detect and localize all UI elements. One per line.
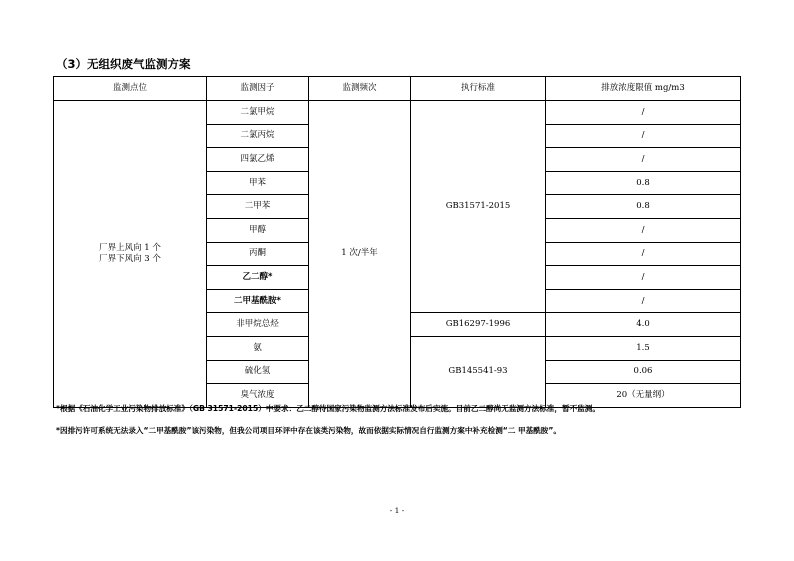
factor-cell: 二氯丙烷 (207, 124, 309, 148)
limit-cell: / (546, 148, 741, 172)
footnote-dimethylamide: *因排污许可系统无法录入“二甲基酰胺”该污染物，但我公司项目环评中存在该类污染物，故而依据实际情况自行监测方案中补充检测“二 甲基酰胺”。 (56, 426, 561, 435)
header-factor: 监测因子 (207, 77, 309, 101)
standard-cell: GB16297-1996 (411, 313, 546, 337)
limit-cell: 0.06 (546, 360, 741, 384)
header-standard: 执行标准 (411, 77, 546, 101)
factor-cell: 丙酮 (207, 242, 309, 266)
limit-cell: / (546, 101, 741, 125)
limit-cell: / (546, 124, 741, 148)
limit-cell: / (546, 218, 741, 242)
factor-cell: 二甲苯 (207, 195, 309, 219)
header-location: 监测点位 (54, 77, 207, 101)
limit-cell: 4.0 (546, 313, 741, 337)
standard-cell: GB145541-93 (411, 336, 546, 407)
factor-cell: 二氯甲烷 (207, 101, 309, 125)
header-frequency: 监测频次 (309, 77, 411, 101)
factor-cell: 非甲烷总烃 (207, 313, 309, 337)
limit-cell: / (546, 266, 741, 290)
factor-cell: 二甲基酰胺* (207, 289, 309, 313)
monitoring-plan-table (53, 76, 741, 408)
limit-cell: 0.8 (546, 171, 741, 195)
table-row (54, 101, 741, 125)
section-heading: （3）无组织废气监测方案 (56, 57, 191, 71)
page-number: - 1 - (389, 506, 405, 515)
factor-cell: 乙二醇* (207, 266, 309, 290)
limit-cell: / (546, 289, 741, 313)
factor-cell: 臭气浓度 (207, 384, 309, 408)
factor-cell: 甲苯 (207, 171, 309, 195)
header-limit: 排放浓度限值 mg/m3 (546, 77, 741, 101)
footnote-ethylene-glycol: *根据《石油化学工业污染物排放标准》（GB 31571-2015）中要求：乙二醇待国家污染物监测方法标准发布后实施。目前乙二醇尚无监测方法标准，暂不监测。 (56, 404, 600, 413)
limit-cell: / (546, 242, 741, 266)
factor-cell: 氨 (207, 336, 309, 360)
monitoring-location-cell (54, 101, 207, 408)
table-header-row (54, 77, 741, 101)
factor-cell: 四氯乙烯 (207, 148, 309, 172)
location-downwind: 厂界下风向 3 个 (99, 253, 161, 264)
location-upwind: 厂界上风向 1 个 (99, 242, 161, 253)
limit-cell: 1.5 (546, 336, 741, 360)
limit-cell: 0.8 (546, 195, 741, 219)
factor-cell: 甲醇 (207, 218, 309, 242)
limit-cell: 20（无量纲） (546, 384, 741, 408)
frequency-cell: 1 次/半年 (309, 101, 411, 408)
standard-cell: GB31571-2015 (411, 101, 546, 313)
factor-cell: 硫化氢 (207, 360, 309, 384)
